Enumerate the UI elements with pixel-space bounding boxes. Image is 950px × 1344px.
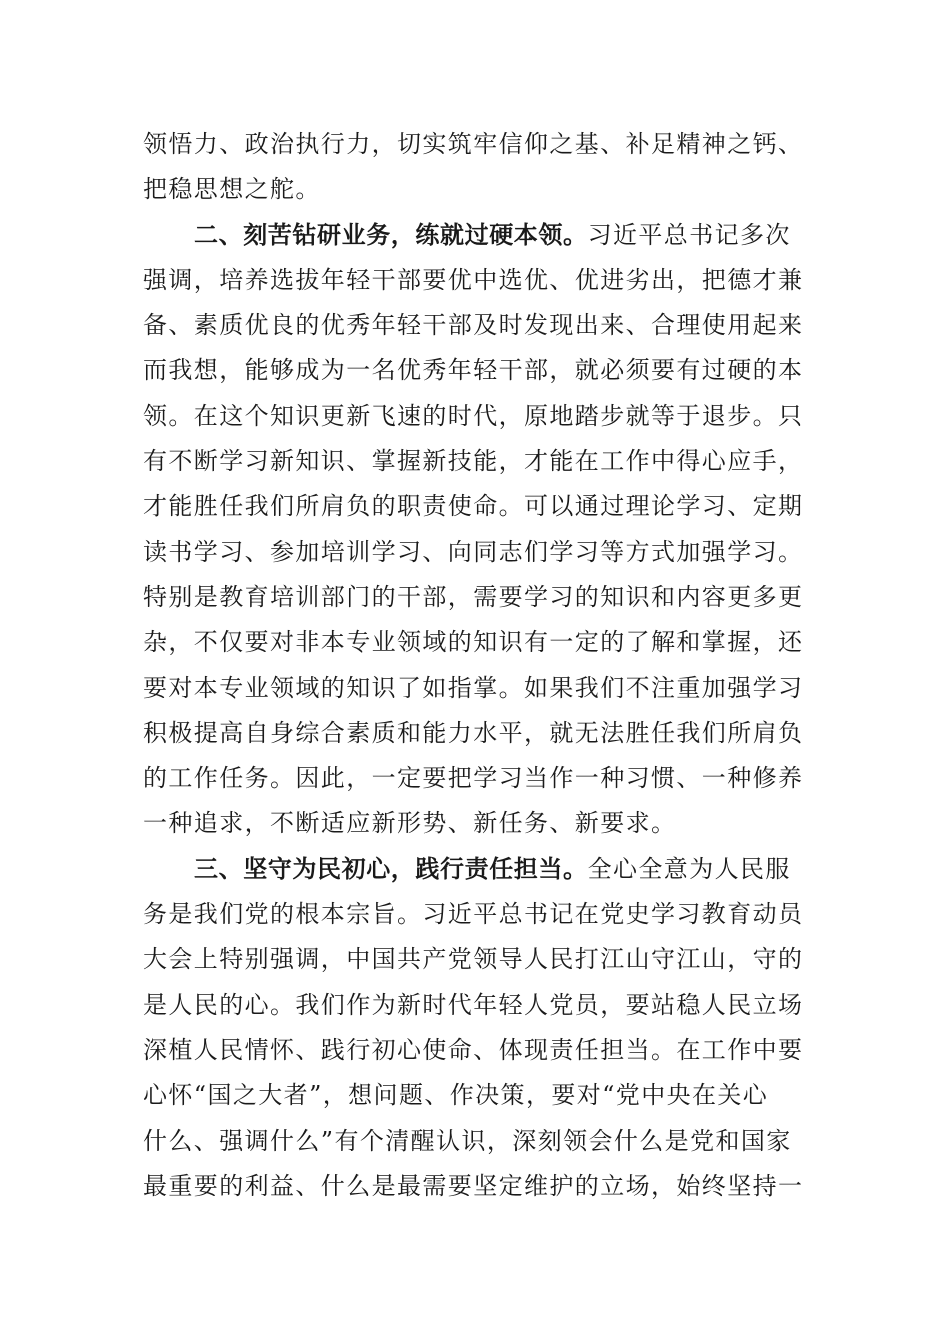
text-line: 领。在这个知识更新飞速的时代，原地踏步就等于退步。只	[143, 401, 804, 430]
text-run: 全心全意为人民服	[587, 854, 791, 883]
section-three-first-line	[143, 847, 813, 892]
body-text	[143, 122, 813, 1209]
text-line: 什么、强调什么”有个清醒认识，深刻领会什么是党和国家	[143, 1126, 792, 1155]
text-line: 的工作任务。因此，一定要把学习当作一种习惯、一种修养	[143, 764, 804, 793]
text-line: 心怀“国之大者”，想问题、作决策，要对“党中央在关心	[143, 1081, 769, 1110]
section-two-heading: 二、刻苦钻研业务，练就过硬本领。	[194, 220, 588, 249]
text-line: 最重要的利益、什么是最需要坚定维护的立场，始终坚持一	[143, 1171, 804, 1200]
text-line: 特别是教育培训部门的干部，需要学习的知识和内容更多更	[143, 582, 804, 611]
text-line: 一种追求，不断适应新形势、新任务、新要求。	[143, 809, 677, 838]
text-line: 要对本专业领域的知识了如指掌。如果我们不注重加强学习	[143, 673, 804, 702]
text-line: 积极提高自身综合素质和能力水平，就无法胜任我们所肩负	[143, 718, 804, 747]
section-two-first-line	[143, 213, 813, 258]
text-line: 深植人民情怀、践行初心使命、体现责任担当。在工作中要	[143, 1035, 804, 1064]
text-line: 领悟力、政治执行力，切实筑牢信仰之基、补足精神之钙、	[143, 130, 804, 158]
text-line: 大会上特别强调，中国共产党领导人民打江山守江山，守的	[143, 945, 804, 974]
text-line: 是人民的心。我们作为新时代年轻人党员，要站稳人民立场	[143, 990, 804, 1019]
text-line: 有不断学习新知识、掌握新技能，才能在工作中得心应手，	[143, 447, 804, 476]
text-run: 习近平总书记多次	[587, 220, 791, 249]
text-line: 把稳思想之舵。	[143, 175, 321, 204]
section-three-heading: 三、坚守为民初心，践行责任担当。	[194, 854, 588, 883]
text-line: 杂，不仅要对非本专业领域的知识有一定的了解和掌握，还	[143, 628, 804, 657]
text-line: 务是我们党的根本宗旨。习近平总书记在党史学习教育动员	[143, 900, 804, 929]
text-line: 强调，培养选拔年轻干部要优中选优、优进劣出，把德才兼	[143, 265, 804, 294]
text-line: 而我想，能够成为一名优秀年轻干部，就必须要有过硬的本	[143, 356, 804, 385]
text-line: 才能胜任我们所肩负的职责使命。可以通过理论学习、定期	[143, 492, 804, 521]
text-line: 备、素质优良的优秀年轻干部及时发现出来、合理使用起来	[143, 311, 804, 340]
text-line: 读书学习、参加培训学习、向同志们学习等方式加强学习。	[143, 537, 804, 566]
